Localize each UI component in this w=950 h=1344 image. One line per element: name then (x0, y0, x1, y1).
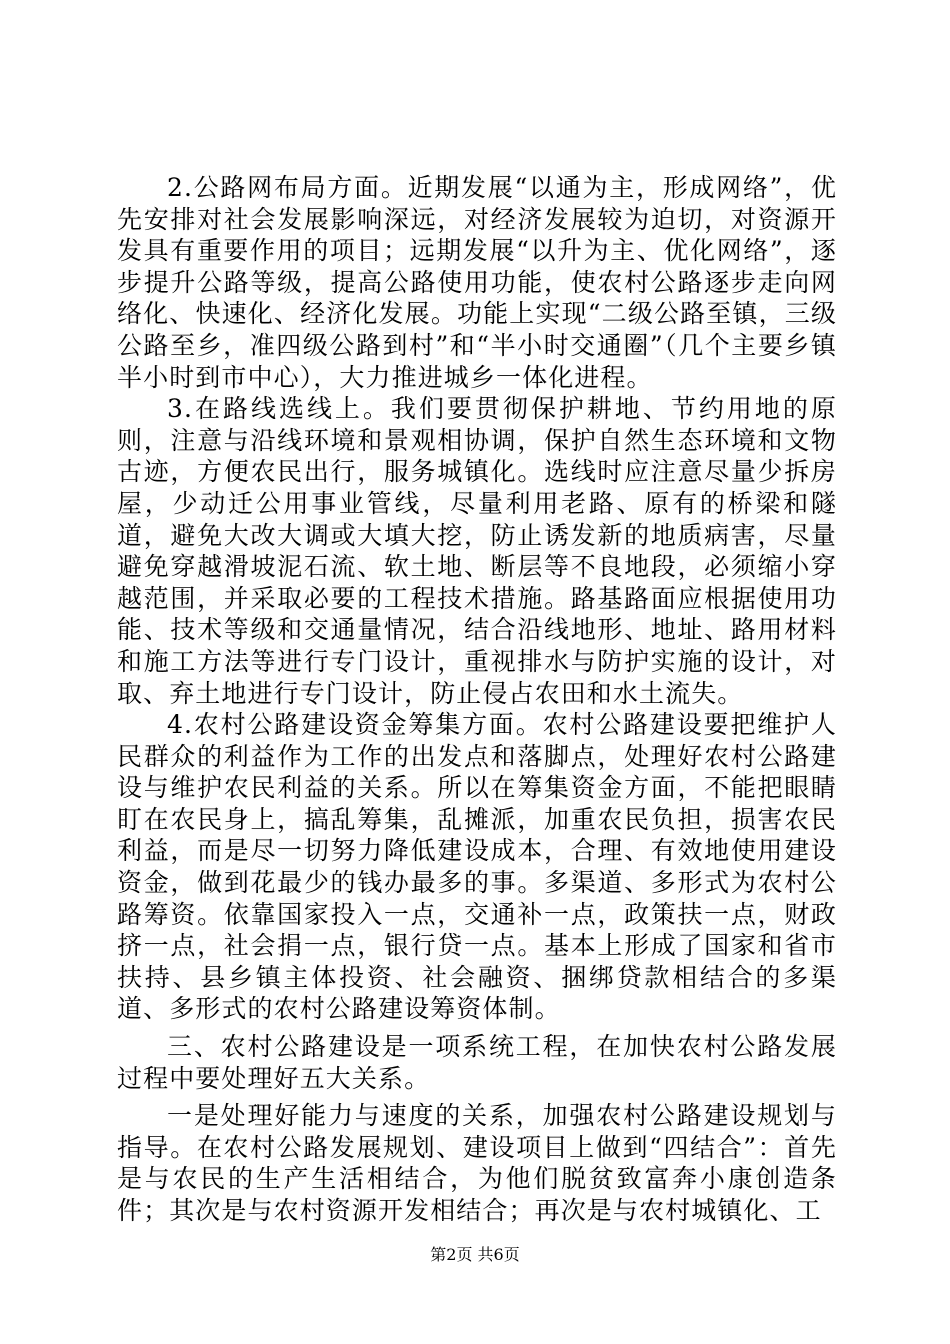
document-body (117, 172, 837, 1227)
paragraph-route-selection: 3.在路线选线上。我们要贯彻保护耕地、节约用地的原则，注意与沿线环境和景观相协调，保护自然生态环境和文物古迹，方便农民出行，服务城镇化。选线时应注意尽量少拆房屋，少动迁公用事业管线，尽量利用老路、原有的桥梁和隧道，避免大改大调或大填大挖，防止诱发新的地质病害，尽量避免穿越滑坡泥石流、软土地、断层等不良地段，必须缩小穿越范围，并采取必要的工程技术措施。路基路面应根据使用功能、技术等级和交通量情况，结合沿线地形、地址、路用材料和施工方法等进行专门设计，重视排水与防护实施的设计，对取、弃土地进行专门设计，防止侵占农田和水土流失。 (117, 394, 837, 708)
paragraph-capacity-speed: 一是处理好能力与速度的关系，加强农村公路建设规划与指导。在农村公路发展规划、建设项目上做到“四结合”：首先是与农民的生产生活相结合，为他们脱贫致富奔小康创造条件；其次是与农村资源开发相结合；再次是与农村城镇化、工 (117, 1101, 837, 1225)
paragraph-section-three-heading: 三、农村公路建设是一项系统工程，在加快农村公路发展过程中要处理好五大关系。 (117, 1032, 837, 1093)
paragraph-fund-raising: 4.农村公路建设资金筹集方面。农村公路建设要把维护人民群众的利益作为工作的出发点和落脚点，处理好农村公路建设与维护农民利益的关系。所以在筹集资金方面，不能把眼睛盯在农民身上，搞乱筹集，乱摊派，加重农民负担，损害农民利益，而是尽一切努力降低建设成本，合理、有效地使用建设资金，做到花最少的钱办最多的事。多渠道、多形式为农村公路筹资。依靠国家投入一点，交通补一点，政策扶一点，财政挤一点，社会捐一点，银行贷一点。基本上形成了国家和省市扶持、县乡镇主体投资、社会融资、捆绑贷款相结合的多渠道、多形式的农村公路建设筹资体制。 (117, 710, 837, 1024)
page-number-footer: 第2页 共6页 (430, 1245, 520, 1264)
paragraph-road-network-layout: 2.公路网布局方面。近期发展“以通为主，形成网络”，优先安排对社会发展影响深远，对经济发展较为迫切，对资源开发具有重要作用的项目；远期发展“以升为主、优化网络”，逐步提升公路等级，提高公路使用功能，使农村公路逐步走向网络化、快速化、经济化发展。功能上实现“二级公路至镇，三级公路至乡，准四级公路到村”和“半小时交通圈”（几个主要乡镇半小时到市中心），大力推进城乡一体化进程。 (117, 173, 837, 392)
